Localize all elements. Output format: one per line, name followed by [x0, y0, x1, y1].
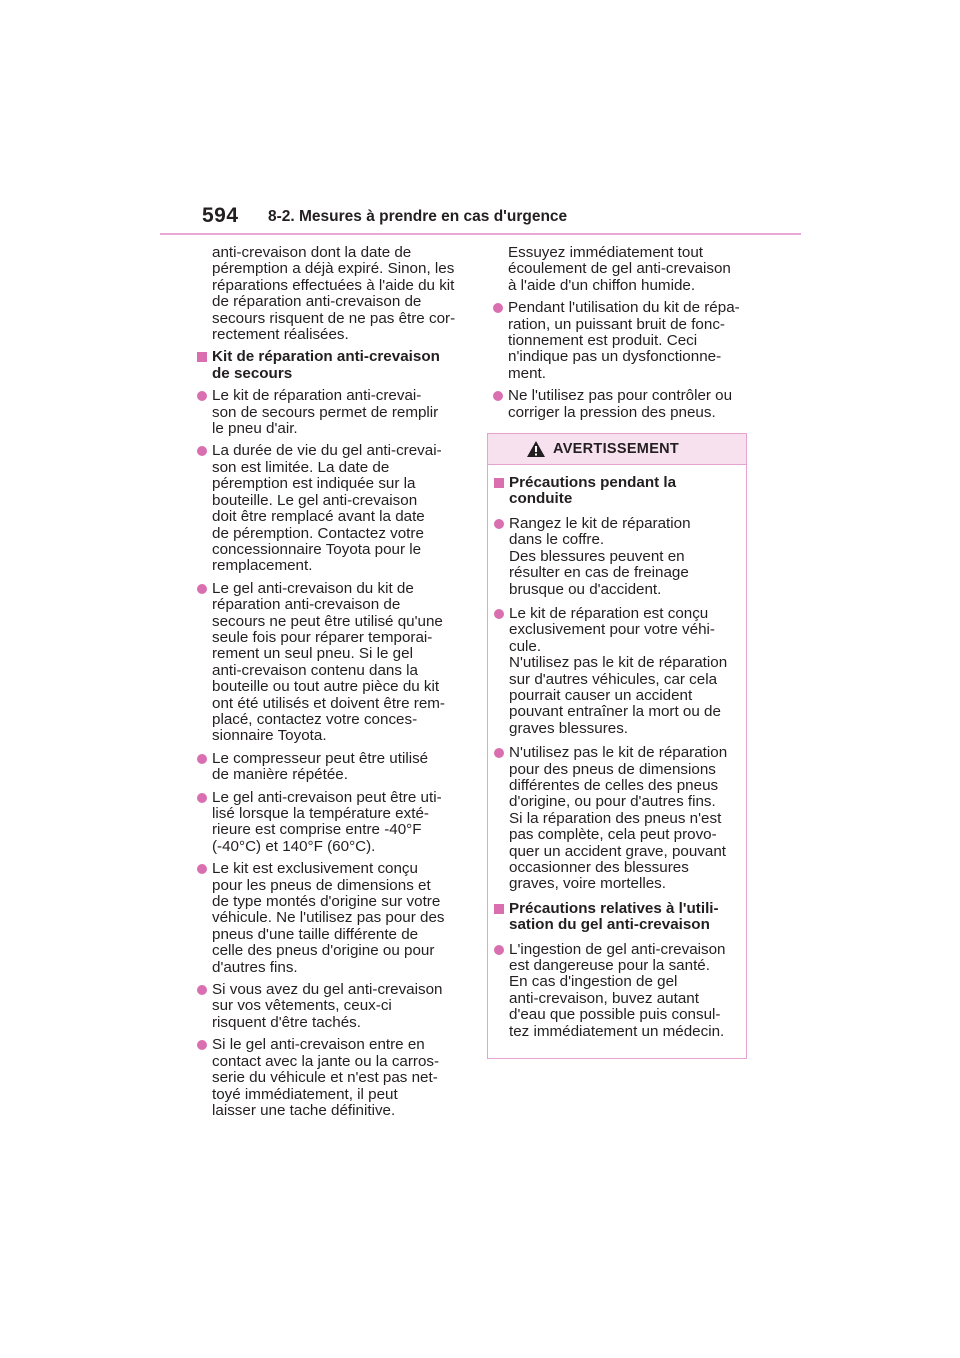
- text-line: pour les pneus de dimensions et: [212, 876, 431, 894]
- text-line: anti-crevaison dont la date de: [212, 244, 412, 261]
- text-line: graves, voire mortelles.: [509, 875, 666, 893]
- bullet-item: [196, 861, 476, 976]
- text-line: tez immédiatement un médecin.: [509, 1022, 725, 1040]
- text-line: L'ingestion de gel anti-crevaison: [509, 940, 726, 958]
- text-line: N'utilisez pas le kit de réparation: [509, 744, 728, 762]
- text-line: d'origine, ou pour d'autres fins.: [509, 793, 716, 811]
- text-line: Le kit de réparation anti-crevai-: [212, 387, 422, 405]
- text-line: remplacement.: [212, 557, 313, 575]
- warning-heading-driving: [493, 475, 740, 508]
- bullet-item: [492, 300, 760, 382]
- text-line: de manière répétée.: [212, 766, 348, 784]
- text-line: occasionner des blessures: [509, 859, 689, 876]
- warning-title: AVERTISSEMENT: [553, 441, 680, 458]
- text-line: de type montés d'origine sur votre: [212, 893, 441, 911]
- warning-bullet: [493, 942, 740, 1040]
- warning-header: [488, 434, 746, 465]
- bullet-item: [196, 982, 476, 1031]
- heading-line: Précautions pendant la: [509, 474, 677, 492]
- bullet-item: [492, 388, 760, 421]
- text-line: seule fois pour réparer temporai-: [212, 628, 433, 646]
- text-line: Le kit est exclusivement conçu: [212, 860, 418, 878]
- text-line: réparation anti-crevaison de: [212, 596, 401, 614]
- text-line: le pneu d'air.: [212, 420, 298, 438]
- text-line: sur d'autres véhicules, car cela: [509, 670, 718, 688]
- text-line: pouvant entraîner la mort ou de: [509, 703, 721, 721]
- text-line: Le compresseur peut être utilisé: [212, 749, 429, 767]
- text-line: pour des pneus de dimensions: [509, 760, 716, 778]
- bullet-item: [196, 581, 476, 745]
- continued-paragraph: [492, 245, 760, 294]
- text-line: pas complète, cela peut provo-: [509, 826, 717, 844]
- text-line: La durée de vie du gel anti-crevai-: [212, 442, 442, 460]
- text-line: bouteille ou tout autre pièce du kit: [212, 678, 440, 696]
- text-line: Ne l'utilisez pas pour contrôler ou: [508, 387, 733, 405]
- text-line: Si la réparation des pneus n'est: [509, 809, 722, 827]
- text-line: véhicule. Ne l'utilisez pas pour des: [212, 909, 445, 927]
- text-line: rieure est comprise entre -40°F: [212, 821, 422, 839]
- text-line: pneus d'une taille différente de: [212, 925, 419, 943]
- text-line: serie du véhicule et n'est pas net-: [212, 1069, 438, 1087]
- text-line: ont été utilisés et doivent être rem-: [212, 694, 445, 712]
- text-line: différentes de celles des pneus: [509, 776, 719, 794]
- text-line: (-40°C) et 140°F (60°C).: [212, 837, 376, 855]
- text-line: résulter en cas de freinage: [509, 564, 689, 582]
- text-line: concessionnaire Toyota pour le: [212, 540, 422, 558]
- text-line: péremption est indiquée sur la: [212, 475, 416, 493]
- text-line: doit être remplacé avant la date: [212, 508, 425, 526]
- text-line: secours risquent de ne pas être cor-: [212, 309, 456, 327]
- text-line: anti-crevaison, buvez autant: [509, 989, 699, 1007]
- left-column: [196, 245, 476, 1125]
- text-line: placé, contactez votre conces-: [212, 710, 418, 728]
- text-line: En cas d'ingestion de gel: [509, 973, 678, 991]
- warning-heading-gel: [493, 901, 740, 934]
- text-line: tionnement est produit. Ceci: [508, 332, 698, 350]
- text-line: son est limitée. La date de: [212, 458, 390, 476]
- text-line: pourrait causer un accident: [509, 686, 693, 704]
- text-line: à l'aide d'un chiffon humide.: [508, 276, 696, 294]
- bullet-item: [196, 790, 476, 856]
- text-line: sur vos vêtements, ceux-ci: [212, 997, 392, 1015]
- warning-box: [487, 433, 747, 1059]
- text-line: de péremption. Contactez votre: [212, 524, 424, 542]
- text-line: toyé immédiatement, il peut: [212, 1085, 398, 1103]
- intro-paragraph: [196, 245, 476, 343]
- text-line: péremption a déjà expiré. Sinon, les: [212, 260, 455, 278]
- text-line: brusque ou d'accident.: [509, 580, 662, 598]
- text-line: d'eau que possible puis consul-: [509, 1006, 721, 1024]
- text-line: Si vous avez du gel anti-crevaison: [212, 981, 443, 999]
- heading-line: Précautions relatives à l'utili-: [509, 899, 719, 917]
- text-line: Le gel anti-crevaison du kit de: [212, 579, 414, 597]
- text-line: rectement réalisées.: [212, 326, 349, 344]
- text-line: Des blessures peuvent en: [509, 547, 685, 565]
- right-column: [492, 245, 760, 1059]
- text-line: Le kit de réparation est conçu: [509, 604, 709, 622]
- page-number: 594: [202, 204, 239, 227]
- text-line: celle des pneus d'origine ou pour: [212, 942, 435, 960]
- text-line: d'autres fins.: [212, 958, 298, 976]
- text-line: n'indique pas un dysfonctionne-: [508, 348, 722, 366]
- text-line: corriger la pression des pneus.: [508, 403, 716, 421]
- text-line: écoulement de gel anti-crevaison: [508, 260, 731, 278]
- text-line: exclusivement pour votre véhi-: [509, 621, 715, 639]
- bullet-item: [196, 1037, 476, 1119]
- text-line: Rangez le kit de réparation: [509, 514, 691, 532]
- text-line: est dangereuse pour la santé.: [509, 957, 710, 975]
- warning-bullet: [493, 516, 740, 598]
- text-line: graves blessures.: [509, 719, 629, 737]
- text-line: de réparation anti-crevaison de: [212, 293, 422, 311]
- bullet-item: [196, 443, 476, 574]
- bullet-item: [196, 388, 476, 437]
- heading-line: Kit de réparation anti-crevaison: [212, 348, 440, 366]
- section-heading-kit: [196, 349, 476, 382]
- text-line: secours ne peut être utilisé qu'une: [212, 612, 443, 630]
- text-line: son de secours permet de remplir: [212, 403, 439, 421]
- warning-bullet: [493, 606, 740, 737]
- text-line: ration, un puissant bruit de fonc-: [508, 315, 725, 333]
- section-title: 8-2. Mesures à prendre en cas d'urgence: [268, 208, 568, 225]
- text-line: ment.: [508, 364, 546, 382]
- text-line: quer un accident grave, pouvant: [509, 842, 726, 860]
- text-line: anti-crevaison contenu dans la: [212, 661, 419, 679]
- text-line: Pendant l'utilisation du kit de répa-: [508, 299, 740, 317]
- text-line: lisé lorsque la température exté-: [212, 805, 429, 822]
- warning-triangle-icon: [526, 440, 546, 458]
- text-line: bouteille. Le gel anti-crevaison: [212, 491, 418, 509]
- header-rule: [160, 233, 801, 235]
- text-line: cule.: [509, 637, 542, 655]
- text-line: contact avec la jante ou la carros-: [212, 1052, 440, 1070]
- text-line: réparations effectuées à l'aide du kit: [212, 276, 455, 294]
- warning-body: [488, 465, 746, 1040]
- text-line: risquent d'être tachés.: [212, 1013, 361, 1031]
- heading-line: conduite: [509, 490, 573, 508]
- heading-line: sation du gel anti-crevaison: [509, 916, 710, 934]
- text-line: dans le coffre.: [509, 531, 605, 549]
- warning-bullet: [493, 745, 740, 893]
- heading-line: de secours: [212, 364, 293, 382]
- text-line: sionnaire Toyota.: [212, 727, 327, 745]
- text-line: rement un seul pneu. Si le gel: [212, 645, 413, 663]
- text-line: N'utilisez pas le kit de réparation: [509, 654, 728, 672]
- text-line: Le gel anti-crevaison peut être uti-: [212, 788, 442, 806]
- text-line: laisser une tache définitive.: [212, 1101, 396, 1119]
- text-line: Essuyez immédiatement tout: [508, 244, 703, 261]
- page-header: [160, 200, 801, 236]
- bullet-item: [196, 751, 476, 784]
- text-line: Si le gel anti-crevaison entre en: [212, 1036, 425, 1054]
